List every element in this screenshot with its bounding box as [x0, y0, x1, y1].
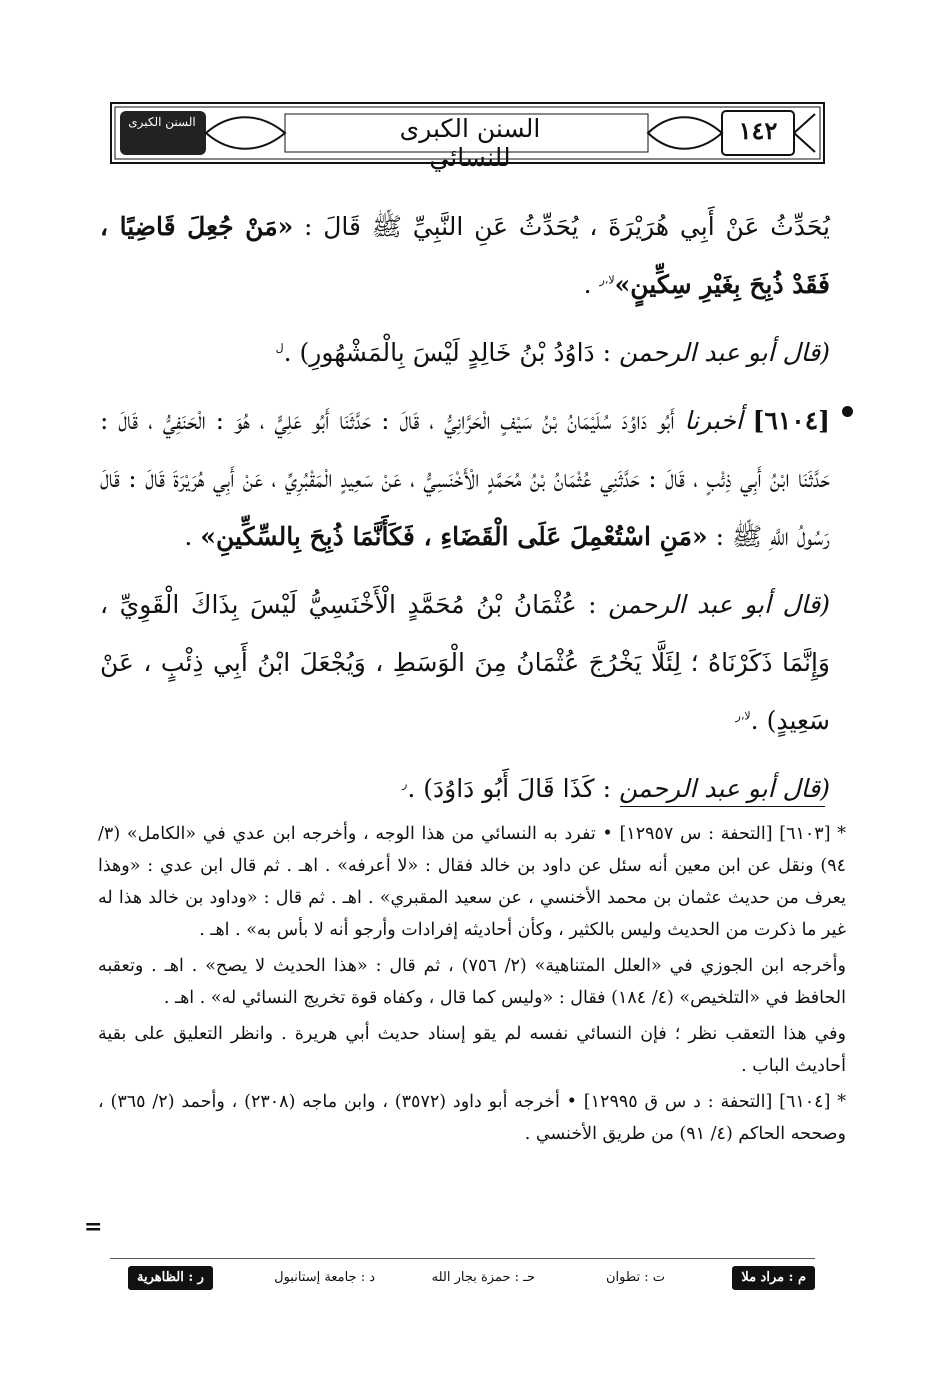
paragraph-hadith-6104: [100, 392, 830, 566]
punctuation: .: [583, 270, 600, 299]
footnote-divider: [620, 806, 825, 807]
main-text: [100, 198, 830, 828]
manuscript-m: م : مراد ملا: [732, 1266, 815, 1290]
manuscript-t: ت : تطوان: [605, 1270, 665, 1285]
hadith-text: يُحَدِّثُ عَنْ أَبِي هُرَيْرَةَ ، يُحَدِّثُ عَنِ النَّبِيِّ ﷺ قَالَ :: [293, 212, 830, 241]
author-comment-label: (قال أبو عبد الرحمن: [608, 590, 830, 619]
paragraph-comment-3: [100, 760, 830, 818]
comment-text: : كَذَا قَالَ أَبُو دَاوُدَ) .: [407, 774, 619, 803]
header-seal-text: السنن الكبرى: [128, 115, 196, 129]
page-number: ١٤٢: [738, 116, 778, 145]
comment-text: : عُثْمَانُ بْنُ مُحَمَّدٍ الْأَخْنَسِيُّ لَيْسَ بِذَاكَ الْقَوِيِّ ، وَإِنَّمَا ذَكَرْنَاهُ ؛ لِئَلَّا يَخْرُجَ عُثْمَانُ مِنَ الْوَسَطِ ، وَيُجْعَلَ ابْنُ أَبِي ذِئْبٍ ، عَنْ سَعِيدٍ) .: [100, 590, 830, 735]
book-title: السنن الكبرى للنسائي: [399, 114, 541, 172]
punctuation: .: [184, 522, 201, 551]
hadith-number: [٦١٠٤]: [752, 406, 830, 435]
author-comment-label: (قال أبو عبد الرحمن: [618, 774, 830, 803]
hadith-quote: «مَنْ جُعِلَ قَاضِيًا ، فَقَدْ ذُبِحَ بِغَيْرِ سِكِّينٍ»: [100, 212, 830, 299]
paragraph-comment-1: [100, 324, 830, 382]
paragraph-comment-2: [100, 576, 830, 750]
manuscript-h: حـ : حمزة بجار الله: [431, 1270, 535, 1285]
manuscript-marker: لا،ر: [599, 273, 615, 287]
author-comment-label: (قال أبو عبد الرحمن: [618, 338, 830, 367]
manuscript-marker: ر: [402, 777, 408, 791]
manuscript-d: د : جامعة إستانبول: [274, 1270, 375, 1285]
footnote-6103: * [٦١٠٣] [التحفة : س ١٢٩٥٧] • تفرد به النسائي من هذا الوجه ، وأخرجه ابن عدي في «الكامل» (٣/ ٩٤) ونقل عن ابن معين أنه سئل عن داود بن خالد فقال : «لا أعرفه» . اهـ . ثم قال ابن عدي : «وهذا يعرف من حديث عثمان بن محمد الأخنسي ، عن سعيد المقبري» . اهـ . ثم قال : «وداود بن خالد هذا له غير ما ذكرت من الحديث وليس بالكثير ، وكأن أحاديثه إفرادات وأرجو أنه لا بأس به» . اهـ .: [98, 824, 847, 940]
page-header: [110, 102, 825, 172]
paragraph-hadith-6103: [100, 198, 830, 314]
manuscript-r: ر : الظاهرية: [128, 1266, 213, 1290]
manuscript-key: [110, 1266, 815, 1292]
footer-divider: [110, 1258, 815, 1259]
continuation-mark: =: [84, 1214, 103, 1240]
hadith-quote: «مَنِ اسْتُعْمِلَ عَلَى الْقَضَاءِ ، فَكَأَنَّمَا ذُبِحَ بِالسِّكِّينِ»: [200, 522, 708, 551]
footnote-6103-cont-2: وفي هذا التعقب نظر ؛ فإن النسائي نفسه لم يقو إسناد حديث أبي هريرة . وانظر التعليق على بقية أحاديث الباب .: [98, 1024, 846, 1076]
footnote-6104: * [٦١٠٤] [التحفة : د س ق ١٢٩٩٥] • أخرجه أبو داود (٣٥٧٢) ، وابن ماجه (٢٣٠٨) ، وأحمد (٢/ ٣٦٥) ، وصححه الحاكم (٤/ ٩١) من طريق الأخنسي .: [98, 1092, 847, 1144]
manuscript-marker: ل: [275, 341, 284, 355]
bullet-icon: [842, 406, 853, 417]
footnotes: [98, 818, 846, 1154]
hadith-text: أَبُو دَاوُدَ سُلَيْمَانُ بْنُ سَيْفٍ الْحَرَّانِيُّ ، قَالَ : حَدَّثَنَا أَبُو عَلِيٍّ ، هُوَ : الْحَنَفِيُّ ، قَالَ : حَدَّثَنَا ابْنُ أَبِي ذِئْبٍ ، قَالَ : حَدَّثَنِي عُثْمَانُ بْنُ مُحَمَّدٍ الْأَخْنَسِيُّ ، عَنْ سَعِيدٍ الْمَقْبُرِيِّ ، عَنْ أَبِي هُرَيْرَةَ قَالَ : قَالَ رَسُولُ اللَّهِ ﷺ :: [100, 406, 830, 551]
transmission-label: أخبرنا: [684, 406, 753, 435]
comment-text: : دَاوُدُ بْنُ خَالِدٍ لَيْسَ بِالْمَشْهُورِ) .: [283, 338, 619, 367]
footnote-6103-cont-1: وأخرجه ابن الجوزي في «العلل المتناهية» (٢/ ٧٥٦) ، ثم قال : «هذا الحديث لا يصح» . اهـ . وتعقبه الحافظ في «التلخيص» (٤/ ١٨٤) فقال : «وليس كما قال ، وكفاه قوة تخريج النسائي له» . اهـ .: [98, 956, 846, 1008]
manuscript-marker: لا،ر: [735, 709, 751, 723]
